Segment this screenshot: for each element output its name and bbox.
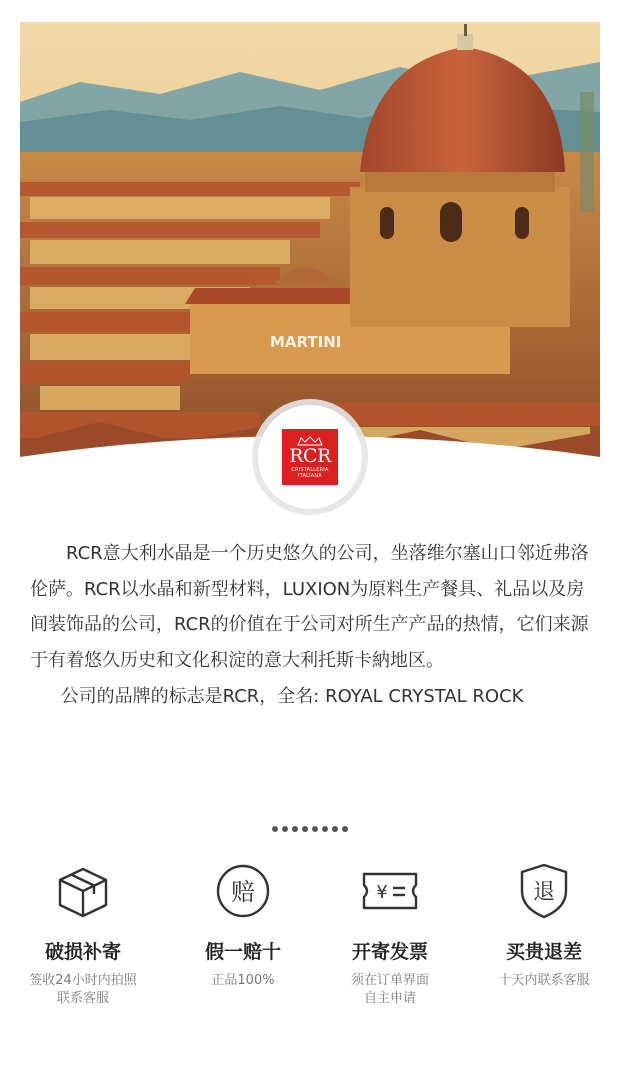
separator-dot — [272, 826, 278, 832]
rcr-logo-box — [282, 429, 338, 485]
separator-dot — [282, 826, 288, 832]
feature-title: 买贵退差 — [505, 941, 582, 963]
yuan-glyph: ¥ — [376, 882, 388, 903]
feature-subtitle-line2: 联系客服 — [56, 991, 109, 1006]
feature-title: 破损补寄 — [44, 941, 121, 963]
compensation-glyph: 赔 — [231, 878, 255, 906]
feature-title: 开寄发票 — [351, 941, 428, 963]
refund-shield-icon — [513, 860, 575, 922]
martini-sign: MARTINI — [270, 333, 342, 351]
logo-sub-line2: ITALIANA — [297, 472, 322, 479]
feature-damage-reship — [8, 860, 158, 1008]
feature-fake-compensation — [168, 860, 318, 990]
separator-dot — [332, 826, 338, 832]
brand-description — [30, 536, 592, 715]
feature-subtitle-line1: 正品100% — [211, 973, 275, 988]
feature-subtitle-line1: 签收24小时内拍照 — [29, 973, 137, 988]
invoice-icon — [359, 860, 421, 922]
feature-price-refund — [469, 860, 619, 990]
feature-subtitle — [211, 972, 274, 990]
logo-sub-text — [291, 467, 328, 479]
feature-subtitle-line1: 十天内联系客服 — [498, 973, 590, 988]
brand-logo — [258, 405, 362, 509]
dot-separator — [0, 826, 620, 832]
description-paragraph-2: 公司的品牌的标志是RCR，全名: ROYAL CRYSTAL ROCK — [60, 686, 524, 707]
separator-dot — [342, 826, 348, 832]
box-icon — [52, 860, 114, 922]
feature-subtitle-line1: 须在订单界面 — [350, 973, 429, 988]
feature-invoice — [315, 860, 465, 1008]
crown-icon — [297, 436, 323, 446]
compensation-icon — [212, 860, 274, 922]
separator-dot — [322, 826, 328, 832]
separator-dot — [312, 826, 318, 832]
feature-subtitle — [351, 972, 429, 1008]
logo-main-text: RCR — [289, 444, 331, 467]
feature-title: 假一赔十 — [204, 941, 281, 963]
feature-subtitle — [29, 972, 137, 1008]
feature-subtitle-line2: 自主申请 — [363, 991, 416, 1006]
separator-dot — [302, 826, 308, 832]
service-features — [0, 860, 620, 1040]
refund-glyph: 退 — [532, 880, 556, 905]
separator-dot — [292, 826, 298, 832]
logo-sub-line1: CRISTALLERIA — [291, 466, 329, 473]
description-paragraph-1: RCR意大利水晶是一个历史悠久的公司，坐落维尔塞山口邻近弗洛伦萨。RCR以水晶和新型材料，LUXION为原料生产餐具、礼品以及房间装饰品的公司，RCR的价值在于公司对所生产产品的热情，它们来源于有着悠久历史和文化积淀的意大利托斯卡納地区。 — [30, 543, 589, 671]
feature-subtitle — [498, 972, 589, 990]
